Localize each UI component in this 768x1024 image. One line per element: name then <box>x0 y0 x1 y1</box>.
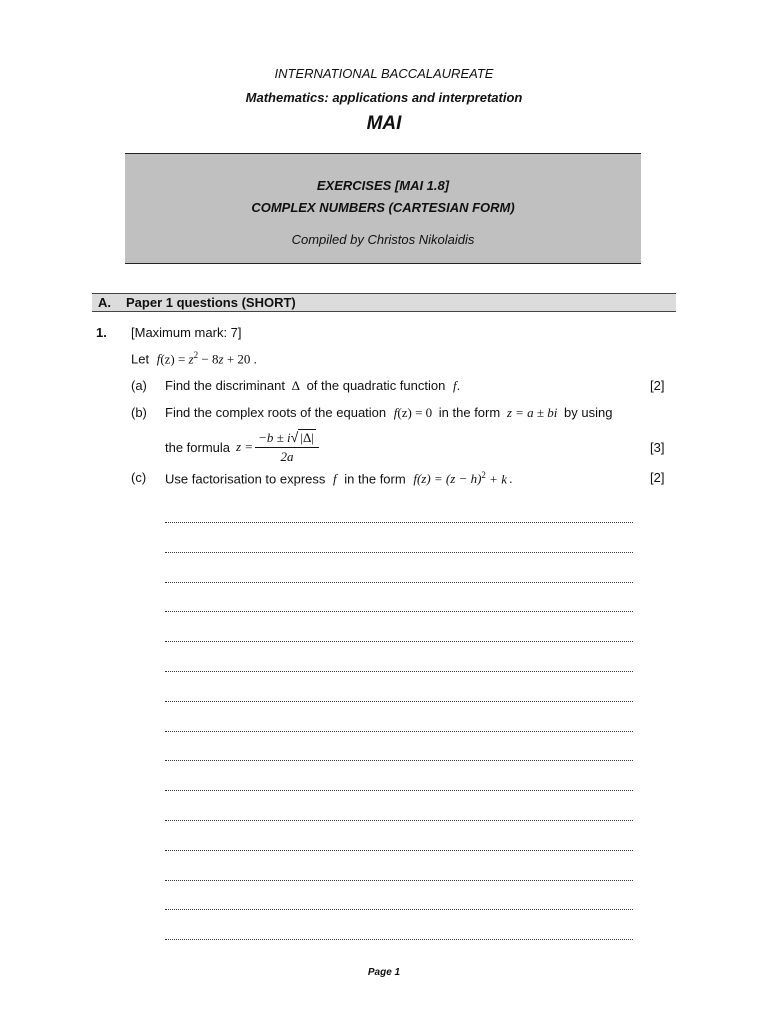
formula-radicand: |Δ| <box>300 430 314 445</box>
part-c-mark: [2] <box>650 470 665 485</box>
answer-line[interactable] <box>165 759 633 761</box>
answer-line[interactable] <box>165 789 633 791</box>
part-b-formula-line <box>165 427 321 467</box>
topic-title: COMPLEX NUMBERS (CARTESIAN FORM) <box>251 200 515 215</box>
part-b-label: (b) <box>131 405 147 420</box>
intro-exponent: 2 <box>193 350 199 360</box>
intro-function: f <box>156 351 161 367</box>
intro-var: z <box>188 351 194 367</box>
part-b-form: z = a ± bi <box>506 405 558 420</box>
part-c-form: f(z) = (z − h) <box>413 471 482 487</box>
answer-line[interactable] <box>165 819 633 821</box>
part-a-end: . <box>456 378 461 393</box>
answer-line[interactable] <box>165 730 633 732</box>
part-c-text-mid: in the form <box>344 471 406 487</box>
part-b-line2-text: the formula <box>165 439 231 455</box>
section-title: Paper 1 questions (SHORT) <box>126 295 296 310</box>
delta-symbol: Δ <box>291 378 300 393</box>
part-a-mark: [2] <box>650 378 665 393</box>
part-c-form-end: + k <box>485 471 507 487</box>
question-intro <box>131 350 257 367</box>
section-letter: A. <box>98 295 111 310</box>
part-b-eq-func: f <box>393 405 398 420</box>
part-c-text-before: Use factorisation to express <box>165 471 326 487</box>
part-c-exponent: 2 <box>481 470 486 480</box>
max-mark: [Maximum mark: 7] <box>131 325 242 340</box>
formula-denominator: 2a <box>280 449 294 464</box>
formula-numerator: −b ± i <box>258 430 291 445</box>
part-a-label: (a) <box>131 378 147 393</box>
part-c-math: f <box>333 471 337 487</box>
answer-line[interactable] <box>165 551 633 553</box>
part-c-text <box>165 470 513 487</box>
part-a-text <box>165 378 460 394</box>
exercises-title: EXERCISES [MAI 1.8] <box>316 178 450 193</box>
part-a-text-after: of the quadratic function <box>306 378 446 393</box>
part-b-text-after: by using <box>564 405 613 420</box>
answer-line[interactable] <box>165 521 633 523</box>
answer-line[interactable] <box>165 908 633 910</box>
answer-line[interactable] <box>165 610 633 612</box>
part-b-text <box>165 405 612 421</box>
formula-lhs: z = <box>236 439 254 454</box>
intro-var-2: z <box>218 351 224 367</box>
answer-line[interactable] <box>165 879 633 881</box>
intro-args: (z) = <box>160 351 189 367</box>
part-a-math: f <box>452 378 457 393</box>
institution-title: INTERNATIONAL BACCALAUREATE <box>274 66 494 81</box>
part-b-text-before: Find the complex roots of the equation <box>165 405 387 420</box>
answer-line[interactable] <box>165 700 633 702</box>
quadratic-formula: $\frac{-b \pm i√ |\Delta|}{2a}$ <box>255 429 319 465</box>
intro-text: Let <box>131 351 150 367</box>
intro-term: − 8 <box>198 351 219 367</box>
answer-line[interactable] <box>165 640 633 642</box>
author-credit: Compiled by Christos Nikolaidis <box>291 232 475 247</box>
part-c-label: (c) <box>131 470 147 485</box>
course-code: MAI <box>366 113 402 134</box>
part-a-text-before: Find the discriminant <box>165 378 285 393</box>
section-header <box>92 293 676 312</box>
question-number: 1. <box>96 325 107 340</box>
intro-const: + 20 . <box>223 351 257 367</box>
answer-line[interactable] <box>165 938 633 940</box>
answer-line[interactable] <box>165 581 633 583</box>
part-b-text-mid: in the form <box>438 405 501 420</box>
part-b-eq-rest: (z) = 0 <box>397 405 433 420</box>
title-box <box>125 153 641 264</box>
answer-line[interactable] <box>165 849 633 851</box>
page-number: Page 1 <box>367 967 401 978</box>
part-b-mark: [3] <box>650 440 665 455</box>
answer-line[interactable] <box>165 670 633 672</box>
part-c-end: . <box>508 471 513 487</box>
course-title: Mathematics: applications and interpretation <box>245 90 523 105</box>
